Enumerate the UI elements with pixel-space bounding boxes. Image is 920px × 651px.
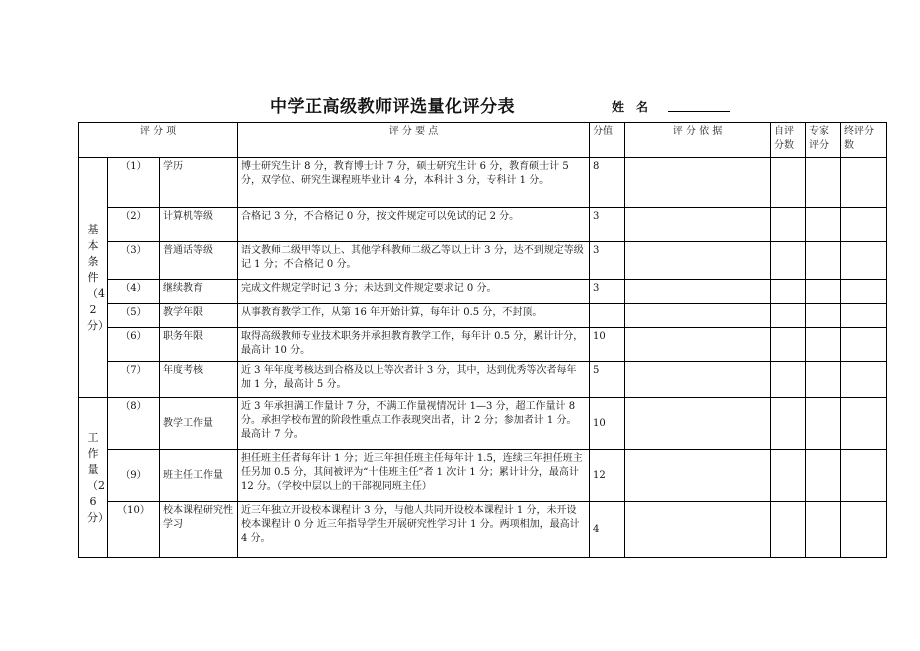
row-item: 班主任工作量: [160, 450, 238, 502]
basis-cell[interactable]: [625, 502, 771, 558]
row-item: 教学年限: [160, 304, 238, 328]
final-score-cell[interactable]: [841, 158, 887, 208]
basis-cell[interactable]: [625, 208, 771, 242]
final-score-cell[interactable]: [841, 328, 887, 362]
row-score: 10: [590, 398, 625, 450]
row-score: 8: [590, 158, 625, 208]
row-number: （4）: [108, 280, 160, 304]
row-points: 近 3 年承担满工作量计 7 分，不满工作量视情况计 1—3 分，超工作量计 8 分。承担学校布置的阶段性重点工作表现突出者，计 2 分；参加者计 1 分。最高计 7 分。: [238, 398, 590, 450]
self-score-cell[interactable]: [771, 362, 806, 398]
final-score-cell[interactable]: [841, 362, 887, 398]
section-label-workload: 工作量（26分）: [79, 398, 108, 558]
expert-score-cell[interactable]: [806, 280, 841, 304]
row-number: （8）: [108, 398, 160, 450]
row-number: （10）: [108, 502, 160, 558]
table-row: [79, 362, 887, 398]
row-item: 计算机等级: [160, 208, 238, 242]
row-number: （2）: [108, 208, 160, 242]
self-score-cell[interactable]: [771, 280, 806, 304]
row-score: 5: [590, 362, 625, 398]
self-score-cell[interactable]: [771, 328, 806, 362]
row-points: 近 3 年年度考核达到合格及以上等次者计 3 分，其中，达到优秀等次者每年加 1 分，最高计 5 分。: [238, 362, 590, 398]
row-number: （9）: [108, 450, 160, 502]
row-points: 担任班主任者每年计 1 分；近三年担任班主任每年计 1.5，连续三年担任班主任另加 0.5 分，其间被评为“十佳班主任”者 1 次计 1 分；累计计分，最高计 12 分。（学校中层以上的干部视同班主任）: [238, 450, 590, 502]
row-number: （5）: [108, 304, 160, 328]
row-score: [590, 304, 625, 328]
page-title: 中学正高级教师评选量化评分表: [270, 97, 515, 117]
header-basis: 评 分 依 据: [625, 123, 771, 158]
self-score-cell[interactable]: [771, 242, 806, 280]
header-points: 评 分 要 点: [238, 123, 590, 158]
table-row: [79, 328, 887, 362]
header-score: 分值: [590, 123, 625, 158]
basis-cell[interactable]: [625, 280, 771, 304]
header-expert-score: 专家评分: [806, 123, 841, 158]
table-row: [79, 242, 887, 280]
final-score-cell[interactable]: [841, 242, 887, 280]
table-row: [79, 208, 887, 242]
row-score: 3: [590, 242, 625, 280]
row-item: 年度考核: [160, 362, 238, 398]
table-row: [79, 502, 887, 558]
row-score: 3: [590, 208, 625, 242]
self-score-cell[interactable]: [771, 158, 806, 208]
name-field[interactable]: [668, 111, 730, 112]
self-score-cell[interactable]: [771, 304, 806, 328]
row-points: 合格记 3 分，不合格记 0 分，按文件规定可以免试的记 2 分。: [238, 208, 590, 242]
row-number: （6）: [108, 328, 160, 362]
self-score-cell[interactable]: [771, 398, 806, 450]
table-row: [79, 280, 887, 304]
row-points: 取得高级教师专业技术职务并承担教育教学工作，每年计 0.5 分，累计计分，最高计 10 分。: [238, 328, 590, 362]
table-row: [79, 304, 887, 328]
scoring-table: [78, 122, 887, 558]
row-item: 教学工作量: [160, 398, 238, 450]
expert-score-cell[interactable]: [806, 502, 841, 558]
section-label-basic: 基本条件（42分）: [79, 158, 108, 398]
basis-cell[interactable]: [625, 242, 771, 280]
expert-score-cell[interactable]: [806, 208, 841, 242]
row-item: 学历: [160, 158, 238, 208]
header-self-score: 自评分数: [771, 123, 806, 158]
expert-score-cell[interactable]: [806, 304, 841, 328]
row-score: 4: [590, 502, 625, 558]
final-score-cell[interactable]: [841, 398, 887, 450]
self-score-cell[interactable]: [771, 450, 806, 502]
row-score: 3: [590, 280, 625, 304]
final-score-cell[interactable]: [841, 304, 887, 328]
final-score-cell[interactable]: [841, 502, 887, 558]
expert-score-cell[interactable]: [806, 398, 841, 450]
basis-cell[interactable]: [625, 304, 771, 328]
row-score: 10: [590, 328, 625, 362]
row-item: 普通话等级: [160, 242, 238, 280]
row-number: （3）: [108, 242, 160, 280]
table-row: [79, 158, 887, 208]
basis-cell[interactable]: [625, 450, 771, 502]
row-item: 校本课程研究性学习: [160, 502, 238, 558]
expert-score-cell[interactable]: [806, 242, 841, 280]
basis-cell[interactable]: [625, 398, 771, 450]
row-points: 博士研究生计 8 分，教育博士计 7 分，硕士研究生计 6 分，教育硕士计 5 分，双学位、研究生课程班毕业计 4 分，本科计 3 分，专科计 1 分。: [238, 158, 590, 208]
header-item: 评 分 项: [79, 123, 238, 158]
expert-score-cell[interactable]: [806, 328, 841, 362]
row-item: 职务年限: [160, 328, 238, 362]
basis-cell[interactable]: [625, 362, 771, 398]
row-points: 语文教师二级甲等以上、其他学科教师二级乙等以上计 3 分，达不到规定等级记 1 分；不合格记 0 分。: [238, 242, 590, 280]
expert-score-cell[interactable]: [806, 450, 841, 502]
header-final-score: 终评分数: [841, 123, 887, 158]
table-row: [79, 398, 887, 450]
self-score-cell[interactable]: [771, 208, 806, 242]
row-points: 完成文件规定学时记 3 分；未达到文件规定要求记 0 分。: [238, 280, 590, 304]
final-score-cell[interactable]: [841, 208, 887, 242]
row-item: 继续教育: [160, 280, 238, 304]
table-row: [79, 450, 887, 502]
expert-score-cell[interactable]: [806, 158, 841, 208]
row-score: 12: [590, 450, 625, 502]
final-score-cell[interactable]: [841, 280, 887, 304]
row-points: 近三年独立开设校本课程计 3 分，与他人共同开设校本课程计 1 分，未开设校本课程计 0 分 近三年指导学生开展研究性学习计 1 分。两项相加，最高计 4 分。: [238, 502, 590, 558]
basis-cell[interactable]: [625, 328, 771, 362]
row-number: （1）: [108, 158, 160, 208]
name-label: 姓 名: [612, 100, 649, 114]
row-number: （7）: [108, 362, 160, 398]
final-score-cell[interactable]: [841, 450, 887, 502]
self-score-cell[interactable]: [771, 502, 806, 558]
basis-cell[interactable]: [625, 158, 771, 208]
header-row: [79, 123, 887, 158]
expert-score-cell[interactable]: [806, 362, 841, 398]
row-points: 从事教育教学工作，从第 16 年开始计算，每年计 0.5 分，不封顶。: [238, 304, 590, 328]
